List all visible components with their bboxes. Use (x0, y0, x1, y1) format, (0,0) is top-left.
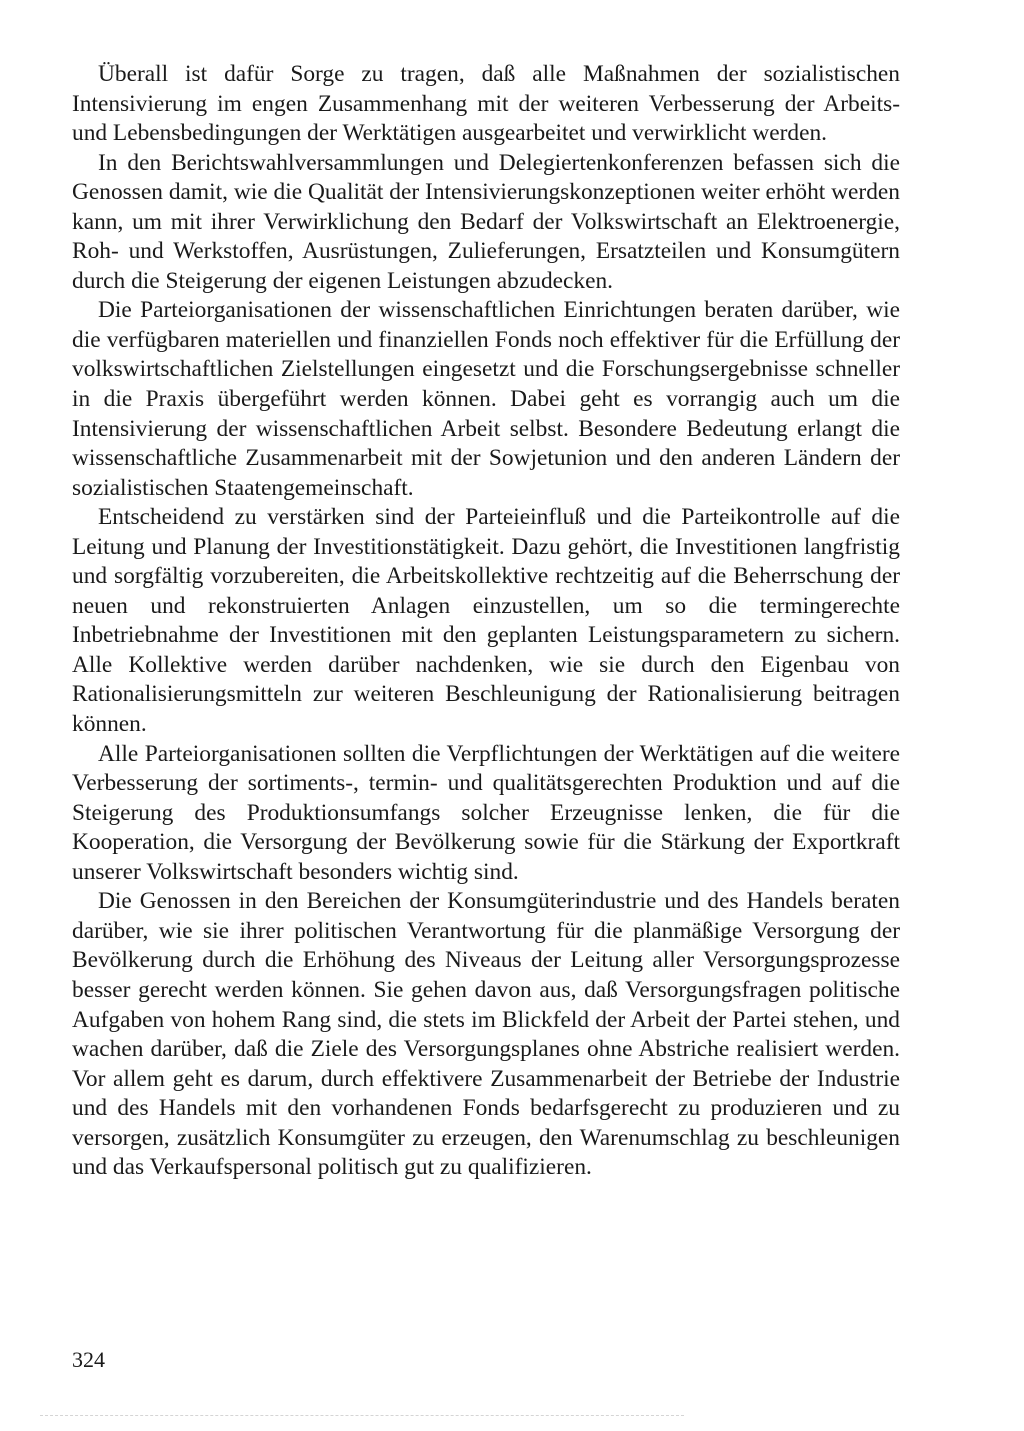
paragraph-1: Überall ist dafür Sorge zu tragen, daß alle Maßnahmen der sozialistischen Intensivierung im engen Zusammenhang mit der weiteren Verbesserung der Arbeits- und Lebensbedingungen der Werktätigen ausgearbeitet und verwirklicht werden. (72, 61, 900, 147)
paragraph-2: In den Berichtswahlversammlungen und Delegiertenkonferenzen befassen sich die Genossen damit, wie die Qualität der Intensivierungskonzeptionen weiter erhöht werden kann, um mit ihrer Verwirklichung den Bedarf der Volkswirtschaft an Elektroenergie, Roh- und Werkstoffen, Ausrüstungen, Zulieferungen, Ersatzteilen und Konsumgütern durch die Steigerung der eigenen Leistungen abzudecken. (72, 149, 900, 294)
paragraph-5: Alle Parteiorganisationen sollten die Verpflichtungen der Werktätigen auf die weitere Verbesserung der sortiments-, termin- und qualitätsgerechten Produktion und auf die Steigerung des Produktionsumfangs solcher Erzeugnisse lenken, die für die Kooperation, die Versorgung der Bevölkerung sowie für die Stärkung der Exportkraft unserer Volkswirtschaft besonders wichtig sind. (72, 740, 900, 885)
scan-edge-divider (40, 1415, 684, 1416)
body-text (72, 60, 900, 1183)
paragraph-6: Die Genossen in den Bereichen der Konsumgüterindustrie und des Handels beraten darüber, wie sie ihrer politischen Verantwortung für die planmäßige Versorgung der Bevölkerung durch die Erhöhung des Niveaus der Leitung aller Versorgungsprozesse besser gerecht werden können. Sie gehen davon aus, daß Versorgungsfragen politische Aufgaben von hohem Rang sind, die stets im Blickfeld der Arbeit der Partei stehen, und wachen darüber, daß die Ziele des Versorgungsplanes ohne Abstriche realisiert werden. Vor allem geht es darum, durch effektivere Zusammenarbeit der Betriebe der Industrie und des Handels mit den vorhandenen Fonds bedarfsgerecht zu produzieren und zu versorgen, zusätzlich Konsumgüter zu erzeugen, den Warenumschlag zu beschleunigen und das Verkaufspersonal politisch gut zu qualifizieren. (72, 888, 900, 1181)
paragraph-4: Entscheidend zu verstärken sind der Parteieinfluß und die Parteikontrolle auf die Leitung und Planung der Investitionstätigkeit. Dazu gehört, die Investitionen langfristig und sorgfältig vorzubereiten, die Arbeitskollektive rechtzeitig auf die Beherrschung der neuen und rekonstruierten Anlagen einzustellen, um so die termingerechte Inbetriebnahme der Investitionen mit den geplanten Leistungsparametern zu sichern. Alle Kollektive werden darüber nachdenken, wie sie durch den Eigenbau von Rationalisierungsmitteln zur weiteren Beschleunigung der Rationalisierung beitragen können. (72, 504, 900, 738)
page-number: 324 (72, 1347, 105, 1372)
paragraph-3: Die Parteiorganisationen der wissenschaftlichen Einrichtungen beraten darüber, wie die verfügbaren materiellen und finanziellen Fonds noch effektiver für die Erfüllung der volkswirtschaftlichen Zielstellungen eingesetzt und die Forschungsergebnisse schneller in die Praxis übergeführt werden können. Dabei geht es vorrangig auch um die Intensivierung der wissenschaftlichen Arbeit selbst. Besondere Bedeutung erlangt die wissenschaftliche Zusammenarbeit mit der Sowjetunion und den anderen Ländern der sozialistischen Staatengemeinschaft. (72, 297, 900, 501)
